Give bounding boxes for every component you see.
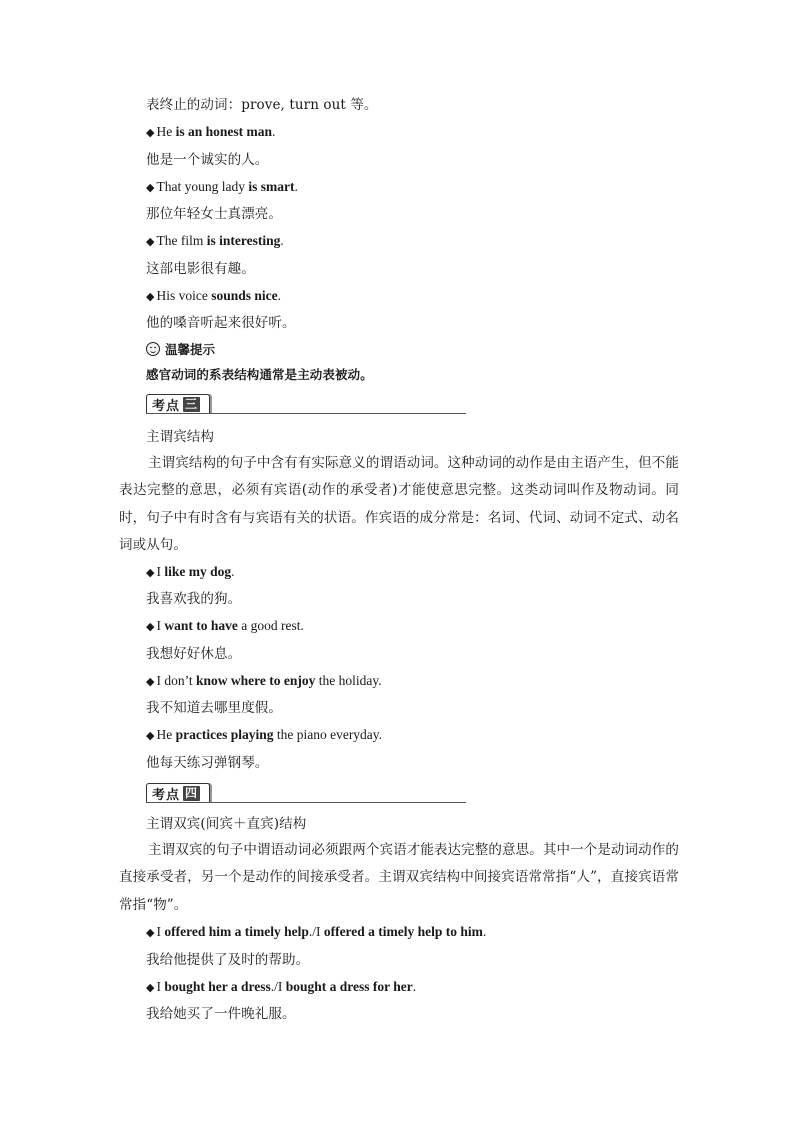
section-badge-label (146, 783, 210, 803)
sentence-text: ./I (270, 979, 286, 994)
sentence-text: . (231, 564, 235, 579)
sentence-text: . (272, 124, 276, 139)
example-translation: 这部电影很有趣。 (146, 261, 255, 277)
diamond-bullet-icon: ◆ (146, 566, 155, 579)
section-badge-label (146, 394, 210, 414)
sentence-text: I don’t (156, 673, 196, 688)
badge-number: 四 (185, 785, 199, 800)
example-sentence (146, 178, 298, 197)
example-translation: 那位年轻女士真漂亮。 (146, 206, 282, 222)
emphasized-phrase: bought her a dress (164, 979, 271, 994)
example-translation: 他是一个诚实的人。 (146, 152, 269, 168)
example-sentence (146, 123, 275, 142)
diamond-bullet-icon: ◆ (146, 290, 155, 303)
emphasized-phrase: is an honest man (175, 124, 272, 139)
example-sentence (146, 617, 304, 636)
sentence-text: the piano everyday. (273, 727, 383, 742)
diamond-bullet-icon: ◆ (146, 235, 155, 248)
section-paragraph (119, 450, 679, 559)
tip-heading-label: 温馨提示 (165, 342, 216, 357)
example-translation: 我不知道去哪里度假。 (146, 700, 282, 716)
emphasized-phrase: is smart (248, 179, 295, 194)
tip-heading (146, 341, 215, 359)
sentence-text: ./I (308, 924, 324, 939)
tip-text: 感官动词的系表结构通常是主动表被动。 (146, 367, 373, 382)
section-title: 主谓宾结构 (146, 429, 214, 445)
section-paragraph (119, 837, 679, 919)
example-translation: 我想好好休息。 (146, 646, 242, 662)
section-divider (146, 413, 466, 414)
example-sentence (146, 923, 486, 942)
diamond-bullet-icon: ◆ (146, 675, 155, 688)
emphasized-phrase: practices playing (175, 727, 274, 742)
sentence-text: . (482, 924, 487, 939)
diamond-bullet-icon: ◆ (146, 926, 155, 939)
emphasized-phrase: know where to enjoy (195, 673, 316, 688)
badge-number: 三 (185, 396, 199, 411)
sentence-text: I (156, 618, 165, 633)
emphasized-phrase: sounds nice (211, 288, 278, 303)
example-translation: 他的嗓音听起来很好听。 (146, 315, 296, 331)
section-title: 主谓双宾(间宾＋直宾)结构 (146, 816, 307, 832)
example-translation: 我喜欢我的狗。 (146, 591, 242, 607)
sentence-text: He (156, 727, 176, 742)
emphasized-phrase: like my dog (164, 564, 232, 579)
sentence-text: a good rest. (237, 618, 304, 633)
emphasized-phrase: offered a timely help to him (323, 924, 483, 939)
section-divider (146, 802, 466, 803)
emphasized-phrase: is interesting (206, 233, 281, 248)
sentence-text: The film (156, 233, 207, 248)
example-sentence (146, 672, 382, 691)
sentence-text: I (156, 564, 165, 579)
section-badge (146, 783, 466, 805)
diamond-bullet-icon: ◆ (146, 981, 155, 994)
paragraph-text: 主谓双宾的句子中谓语动词必须跟两个宾语才能表达完整的意思。其中一个是动词动作的直接承受者，另一个是动作的间接承受者。主谓双宾结构中间接宾语常常指“人”，直接宾语常常指“物”。 (119, 842, 679, 913)
paragraph-text: 主谓宾结构的句子中含有有实际意义的谓语动词。这种动词的动作是由主语产生，但不能表达完整的意思，必须有宾语(动作的承受者)才能使意思完整。这类动词叫作及物动词。同时，句子中有时含有与宾语有关的状语。作宾语的成分常是：名词、代词、动词不定式、动名词或从句。 (119, 455, 679, 553)
example-sentence (146, 726, 382, 745)
sentence-text: . (280, 233, 284, 248)
example-sentence (146, 287, 281, 306)
intro-line: 表终止的动词：prove, turn out 等。 (146, 97, 378, 113)
sentence-text: I (156, 979, 165, 994)
diamond-bullet-icon: ◆ (146, 729, 155, 742)
sentence-text: That young lady (156, 179, 249, 194)
example-sentence (146, 978, 416, 997)
diamond-bullet-icon: ◆ (146, 126, 155, 139)
diamond-bullet-icon: ◆ (146, 620, 155, 633)
emphasized-phrase: bought a dress for her (285, 979, 413, 994)
badge-text: 考点 (152, 787, 181, 803)
example-translation: 他每天练习弹钢琴。 (146, 755, 269, 771)
diamond-bullet-icon: ◆ (146, 181, 155, 194)
smiley-face-icon (146, 342, 160, 356)
sentence-text: the holiday. (315, 673, 382, 688)
sentence-text: He (156, 124, 176, 139)
example-sentence (146, 232, 284, 251)
example-sentence (146, 563, 234, 582)
example-translation: 我给她买了一件晚礼服。 (146, 1006, 296, 1022)
emphasized-phrase: want to have (164, 618, 238, 633)
sentence-text: I (156, 924, 165, 939)
badge-text: 考点 (152, 398, 181, 414)
section-badge (146, 394, 466, 416)
example-translation: 我给他提供了及时的帮助。 (146, 952, 310, 968)
sentence-text: His voice (156, 288, 212, 303)
sentence-text: . (412, 979, 417, 994)
sentence-text: . (294, 179, 298, 194)
emphasized-phrase: offered him a timely help (164, 924, 309, 939)
sentence-text: . (277, 288, 281, 303)
